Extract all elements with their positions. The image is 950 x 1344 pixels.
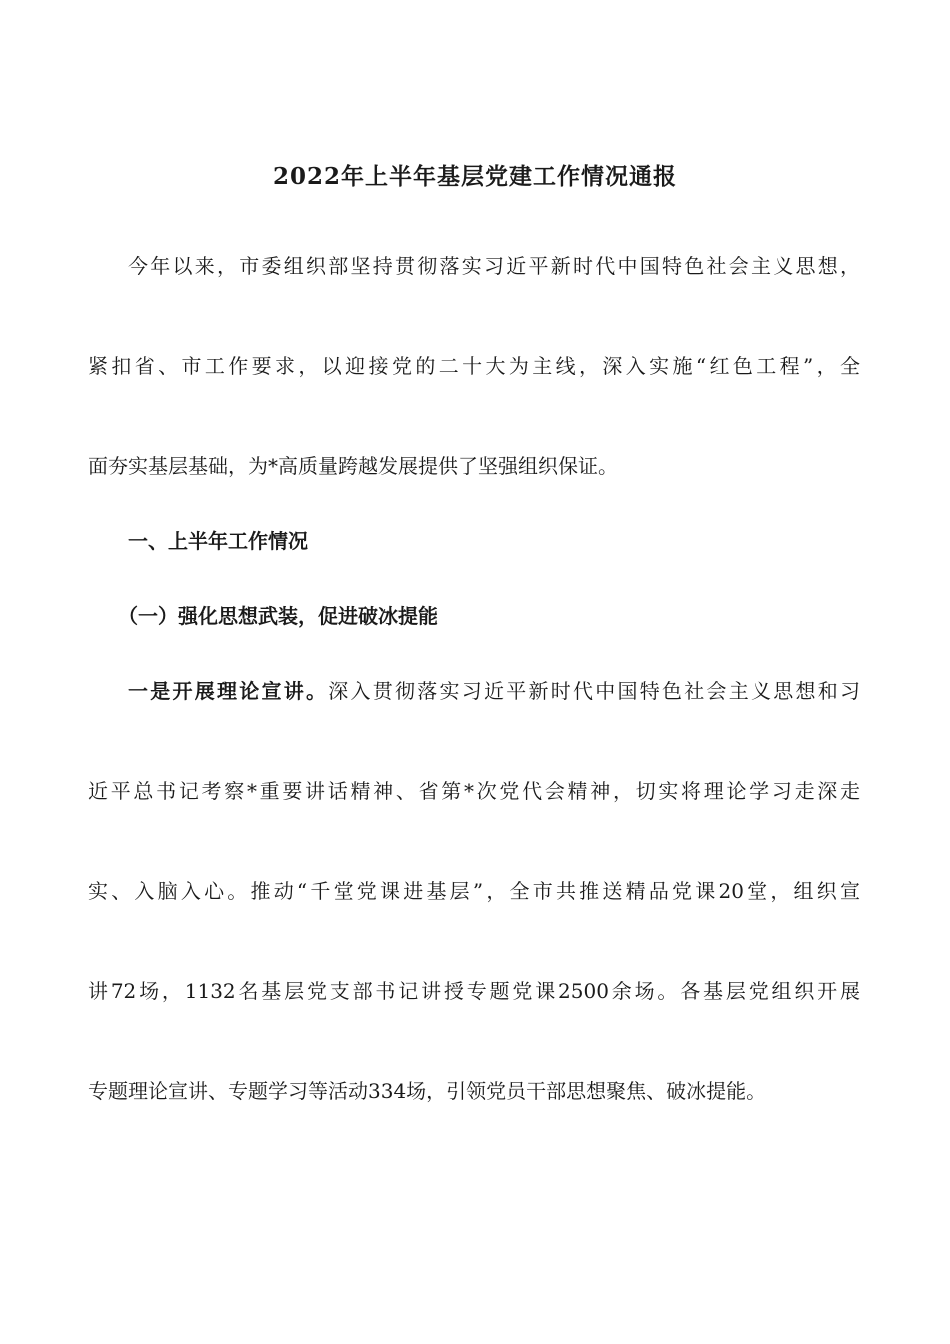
section-heading: 一、上半年工作情况: [128, 529, 308, 553]
item1-first-line-rest: 深入贯彻落实习近平新时代中国特色社会主义思想和习: [328, 679, 860, 703]
subsection-heading: （一）强化思想武装，促进破冰提能: [118, 604, 438, 628]
document-title: 2022年上半年基层党建工作情况通报: [272, 163, 677, 190]
intro-line-3: 面夯实基层基础，为*高质量跨越发展提供了坚强组织保证。: [88, 454, 618, 478]
intro-line-2: 紧扣省、市工作要求，以迎接党的二十大为主线，深入实施“红色工程”，全: [88, 354, 860, 378]
item1-lead: 一是开展理论宣讲。: [128, 679, 329, 703]
intro-line-1: 今年以来，市委组织部坚持贯彻落实习近平新时代中国特色社会主义思想，: [128, 254, 860, 278]
item1-line-4: 讲72场，1132名基层党支部书记讲授专题党课2500余场。各基层党组织开展: [88, 979, 860, 1003]
item1-line-2: 近平总书记考察*重要讲话精神、省第*次党代会精神，切实将理论学习走深走: [88, 779, 860, 803]
item1-line-5: 专题理论宣讲、专题学习等活动334场，引领党员干部思想聚焦、破冰提能。: [88, 1079, 767, 1103]
item1-first-line: [128, 677, 860, 705]
item1-line-3: 实、入脑入心。推动“千堂党课进基层”，全市共推送精品党课20堂，组织宣: [88, 879, 860, 903]
